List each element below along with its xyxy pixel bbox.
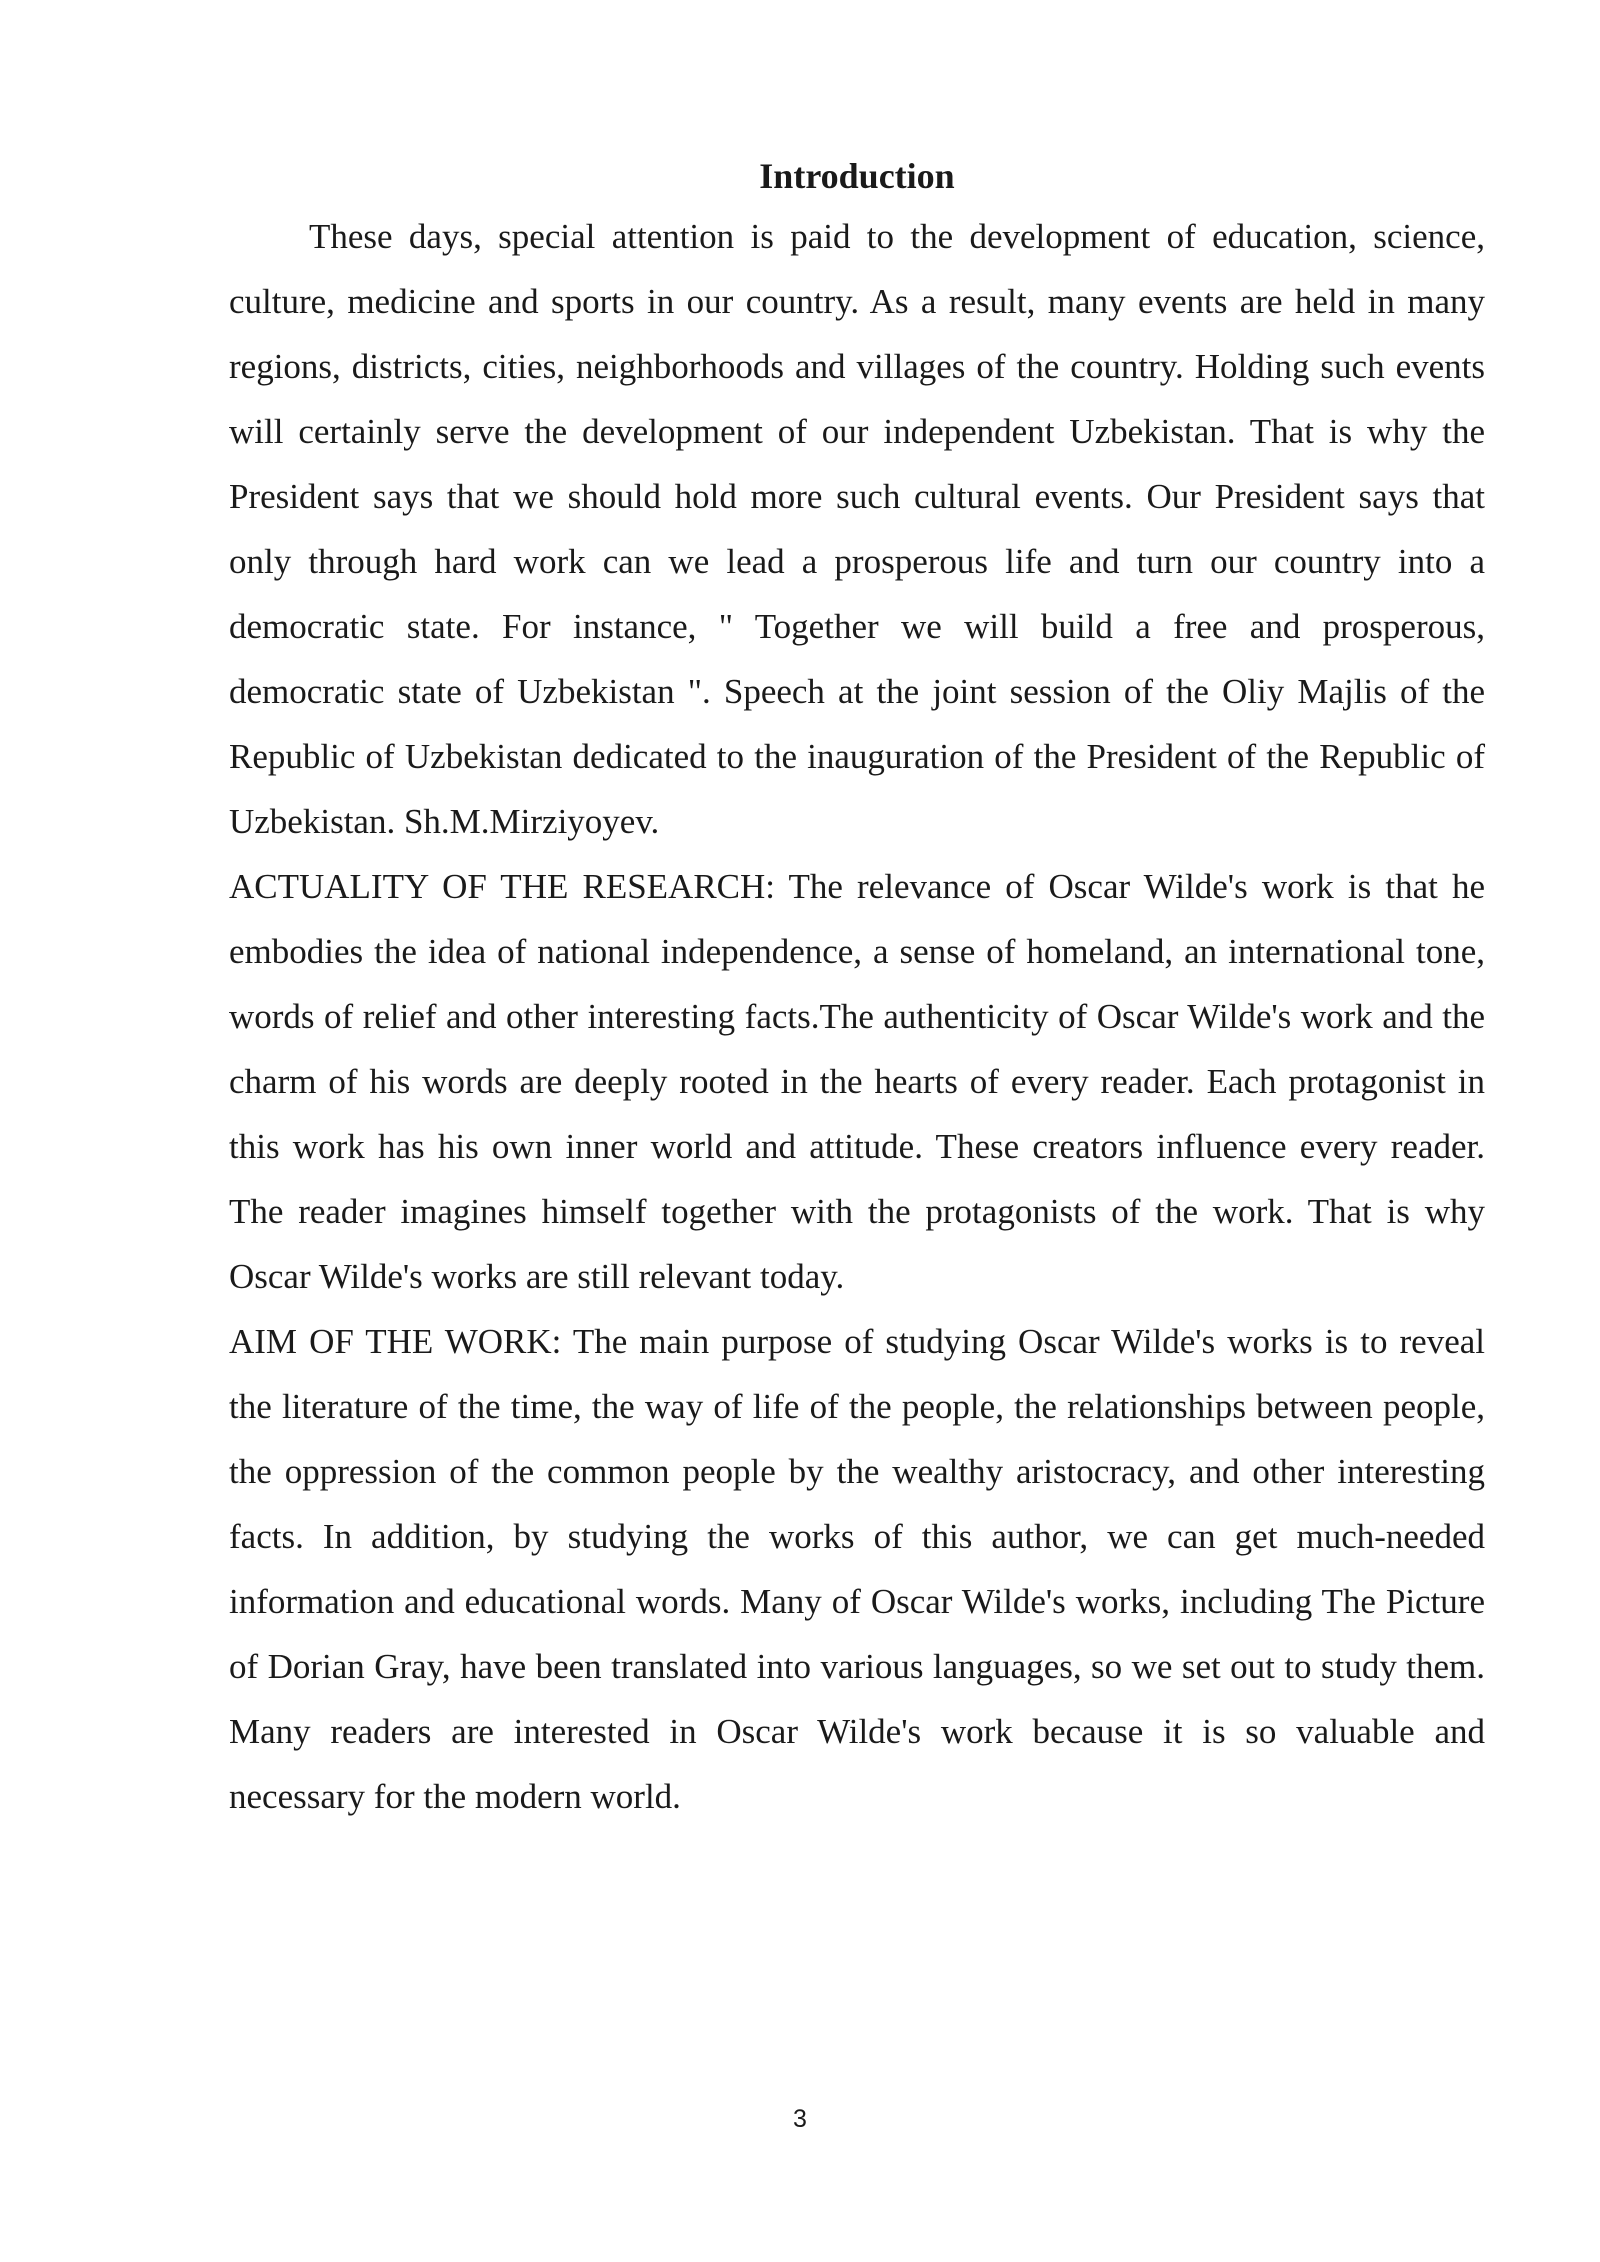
- actuality-paragraph: ACTUALITY OF THE RESEARCH: The relevance of Oscar Wilde's work is that he embodies the idea of national independence, a sense of homeland, an international tone, words of relief and other interesting facts.The authenticity of Oscar Wilde's work and the charm of his words are deeply rooted in the hearts of every reader. Each protagonist in this work has his own inner world and attitude. These creators influence every reader. The reader imagines himself together with the protagonists of the work. That is why Oscar Wilde's works are still relevant today.: [229, 867, 1485, 1296]
- page-content: [229, 148, 1485, 1829]
- intro-paragraph: These days, special attention is paid to the development of education, science, culture, medicine and sports in our country. As a result, many events are held in many regions, districts, cities, neighborhoods and villages of the country. Holding such events will certainly serve the development of our independent Uzbekistan. That is why the President says that we should hold more such cultural events. Our President says that only through hard work can we lead a prosperous life and turn our country into a democratic state. For instance, " Together we will build a free and prosperous, democratic state of Uzbekistan ". Speech at the joint session of the Oliy Majlis of the Republic of Uzbekistan dedicated to the inauguration of the President of the Republic of Uzbekistan. Sh.M.Mirziyoyev.: [229, 217, 1485, 841]
- page-number: 3: [793, 2105, 807, 2133]
- aim-paragraph: AIM OF THE WORK: The main purpose of studying Oscar Wilde's works is to reveal the literature of the time, the way of life of the people, the relationships between people, the oppression of the common people by the wealthy aristocracy, and other interesting facts. In addition, by studying the works of this author, we can get much-needed information and educational words. Many of Oscar Wilde's works, including The Picture of Dorian Gray, have been translated into various languages, so we set out to study them. Many readers are interested in Oscar Wilde's work because it is so valuable and necessary for the modern world.: [229, 1322, 1485, 1816]
- page-title: Introduction: [759, 156, 955, 196]
